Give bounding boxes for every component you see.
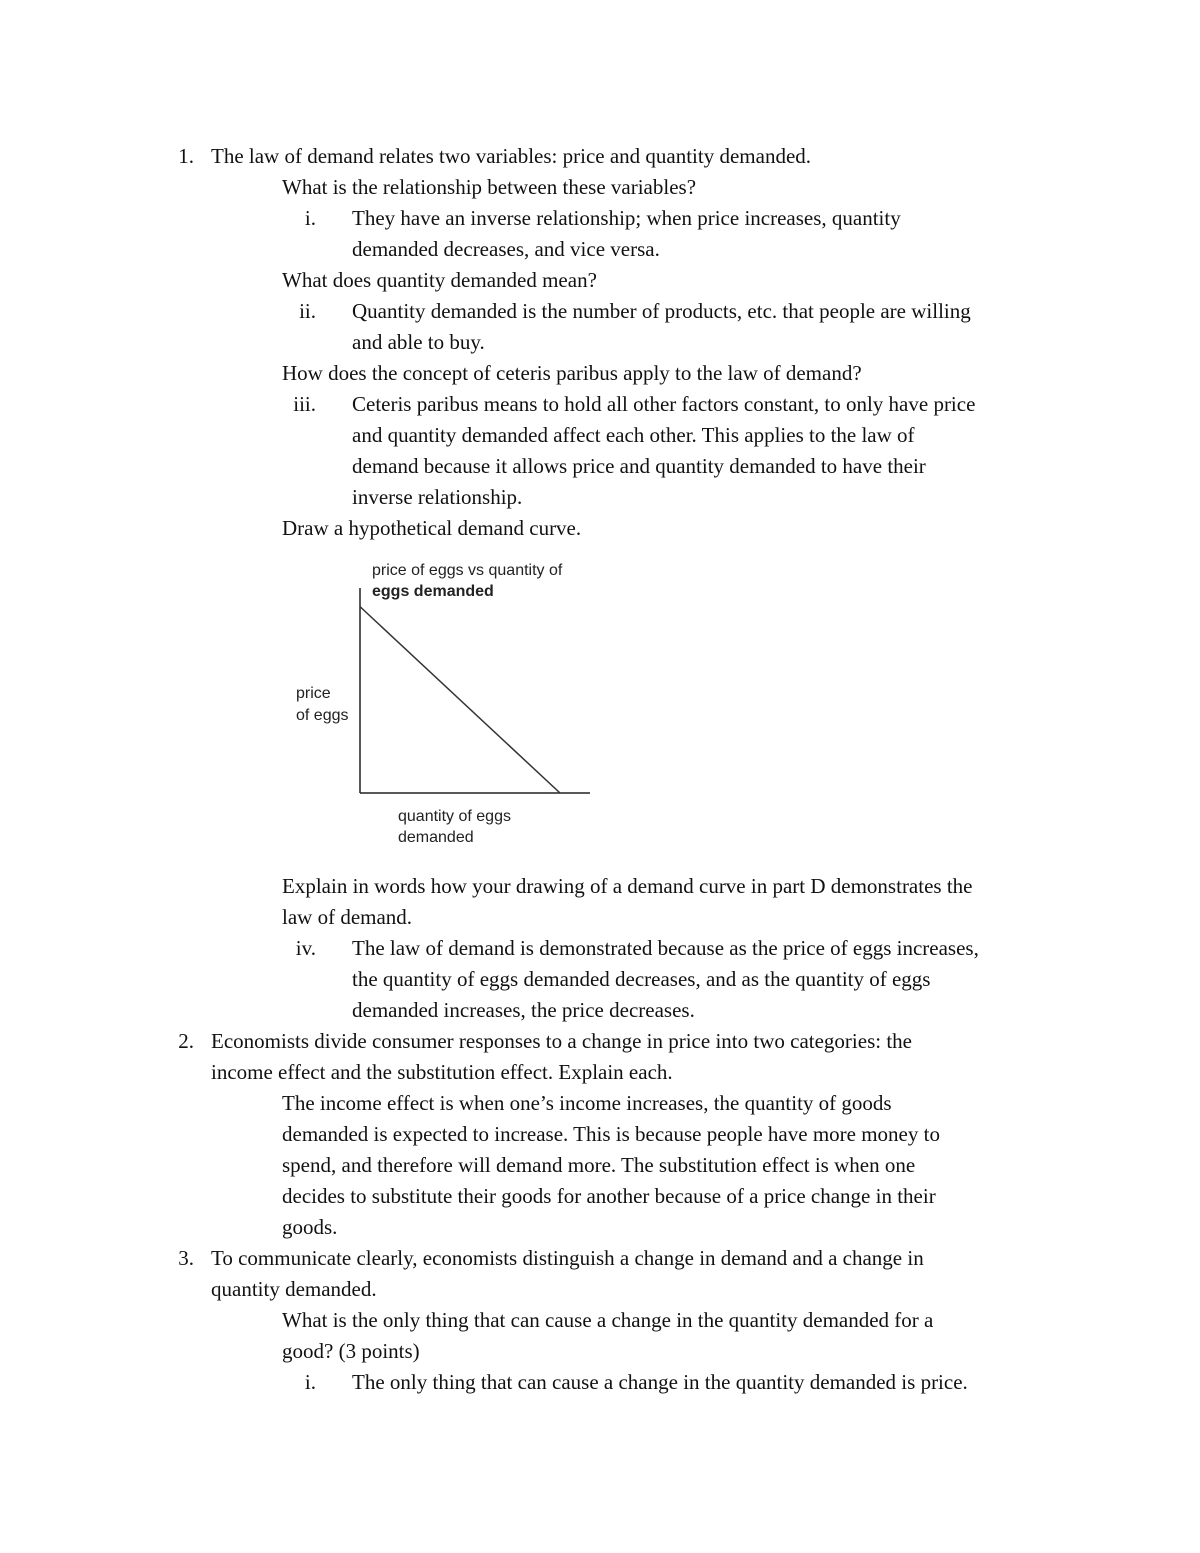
q2-answer: goods. xyxy=(282,1215,338,1239)
chart-title: eggs demanded xyxy=(372,583,494,600)
q3-a-answer: The only thing that can cause a change in the quantity demanded is price. xyxy=(352,1370,968,1394)
q1-d-question: Draw a hypothetical demand curve. xyxy=(282,516,582,540)
q1-b-question: What does quantity demanded mean? xyxy=(282,268,597,292)
q1-b-answer: and able to buy. xyxy=(352,330,485,354)
q1-e-answer: the quantity of eggs demanded decreases, and as the quantity of eggs xyxy=(352,967,931,991)
y-axis-label: price xyxy=(296,685,331,702)
q1-prompt: The law of demand relates two variables: price and quantity demanded. xyxy=(211,144,812,168)
q1-c-answer: demand because it allows price and quantity demanded to have their xyxy=(352,454,926,478)
q1-e-number: iv. xyxy=(295,936,316,960)
q1-a-answer: demanded decreases, and vice versa. xyxy=(352,237,660,261)
q1-c-answer: Ceteris paribus means to hold all other factors constant, to only have price xyxy=(352,392,976,416)
q3-a-question: What is the only thing that can cause a change in the quantity demanded for a xyxy=(282,1308,934,1332)
q2-number: 2. xyxy=(178,1029,194,1053)
q2-answer: demanded is expected to increase. This is because people have more money to xyxy=(282,1122,940,1146)
q3-number: 3. xyxy=(178,1246,194,1270)
q1-number: 1. xyxy=(178,144,194,168)
q2-prompt: income effect and the substitution effect. Explain each. xyxy=(211,1060,673,1084)
q2-answer: spend, and therefore will demand more. The substitution effect is when one xyxy=(282,1153,916,1177)
q1-c-question: How does the concept of ceteris paribus apply to the law of demand? xyxy=(282,361,862,385)
q1-e-question: Explain in words how your drawing of a demand curve in part D demonstrates the xyxy=(282,874,973,898)
demand-curve-chart xyxy=(280,555,600,855)
q1-a-number: i. xyxy=(304,206,316,230)
q1-b-number: ii. xyxy=(299,299,316,323)
x-axis-label: quantity of eggs xyxy=(398,808,511,825)
q1-c-answer: inverse relationship. xyxy=(352,485,523,509)
q1-e-answer: demanded increases, the price decreases. xyxy=(352,998,695,1022)
q1-e-answer: The law of demand is demonstrated because as the price of eggs increases, xyxy=(352,936,979,960)
q1-a-answer: They have an inverse relationship; when price increases, quantity xyxy=(352,206,901,230)
q2-prompt: Economists divide consumer responses to a change in price into two categories: the xyxy=(211,1029,912,1053)
x-axis-label: demanded xyxy=(398,829,474,846)
q1-c-answer: and quantity demanded affect each other. This applies to the law of xyxy=(352,423,915,447)
q3-a-question: good? (3 points) xyxy=(282,1339,420,1363)
q1-a-question: What is the relationship between these variables? xyxy=(282,175,697,199)
q2-answer: decides to substitute their goods for another because of a price change in their xyxy=(282,1184,936,1208)
q1-e-question: law of demand. xyxy=(282,905,413,929)
demand-curve-line xyxy=(360,607,560,793)
q3-a-number: i. xyxy=(304,1370,316,1394)
q1-c-number: iii. xyxy=(293,392,316,416)
chart-title: price of eggs vs quantity of xyxy=(372,562,563,579)
chart-plot-area xyxy=(280,555,600,855)
q3-prompt: quantity demanded. xyxy=(211,1277,377,1301)
q2-answer: The income effect is when one’s income increases, the quantity of goods xyxy=(282,1091,892,1115)
q1-b-answer: Quantity demanded is the number of products, etc. that people are willing xyxy=(352,299,971,323)
q3-prompt: To communicate clearly, economists distinguish a change in demand and a change in xyxy=(211,1246,924,1270)
y-axis-label: of eggs xyxy=(296,707,349,724)
